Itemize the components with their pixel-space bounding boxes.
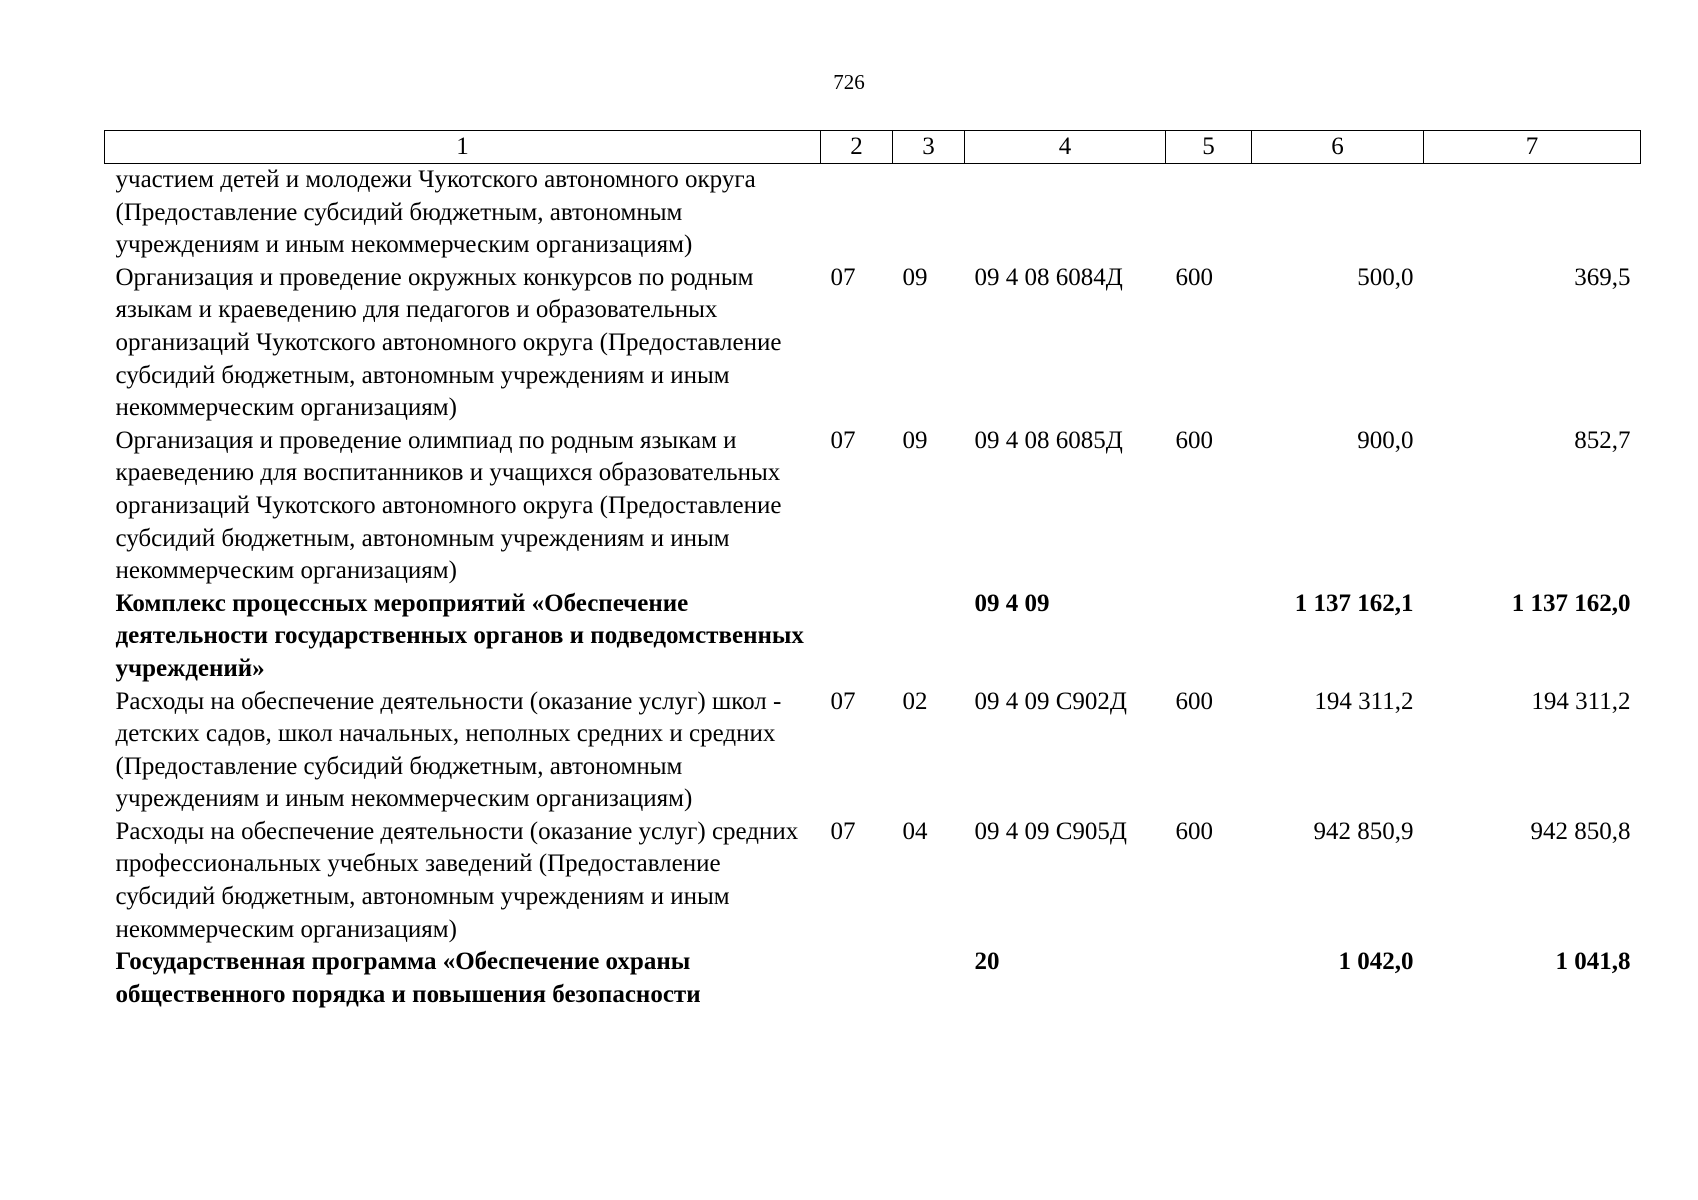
- cell-amount-executed: 852,7: [1574, 426, 1631, 454]
- cell-amount-executed: [1424, 164, 1641, 262]
- cell-section: 07: [830, 817, 856, 845]
- cell-name: Расходы на обеспечение деятельности (оказание услуг) средних профессиональных учебных заведений (Предоставление субсидий бюджетным, автономным учреждениям и иным некоммерческим организациям): [115, 817, 799, 943]
- cell-section: [821, 946, 893, 1011]
- cell-target-article: 09 4 08 6084Д: [974, 263, 1123, 291]
- table-body: [105, 164, 1641, 1012]
- cell-subsection: [893, 164, 965, 262]
- cell-amount-executed: 194 311,2: [1531, 687, 1631, 715]
- cell-subsection: [893, 946, 965, 1011]
- cell-amount-planned: [1252, 164, 1424, 262]
- cell-name: Расходы на обеспечение деятельности (оказание услуг) школ - детских садов, школ начальных, неполных средних и средних (Предоставление субсидий бюджетным, автономным учреждениям и иным некоммерческим организациям): [115, 687, 782, 813]
- table-header: [105, 131, 1641, 164]
- table-row: [105, 816, 1641, 946]
- cell-expense-type: [1166, 946, 1252, 1011]
- cell-section: [821, 588, 893, 686]
- cell-expense-type: 600: [1175, 817, 1213, 845]
- cell-subsection: 02: [902, 687, 928, 715]
- cell-name: участием детей и молодежи Чукотского автономного округа (Предоставление субсидий бюджетным, автономным учреждениям и иным некоммерческим организациям): [115, 166, 756, 259]
- cell-target-article: 09 4 09: [974, 589, 1050, 617]
- cell-amount-executed: 942 850,8: [1530, 817, 1631, 845]
- cell-amount-executed: 1 137 162,0: [1511, 589, 1631, 617]
- cell-section: [821, 164, 893, 262]
- table-row: [105, 946, 1641, 1011]
- cell-expense-type: [1166, 588, 1252, 686]
- cell-target-article: 09 4 09 С902Д: [974, 687, 1127, 715]
- header-col-5: 5: [1166, 131, 1252, 164]
- header-col-1: 1: [105, 131, 821, 164]
- budget-table: [104, 130, 1641, 1011]
- cell-expense-type: 600: [1175, 687, 1213, 715]
- header-col-6: 6: [1252, 131, 1424, 164]
- header-col-3: 3: [893, 131, 965, 164]
- cell-name: Государственная программа «Обеспечение охраны общественного порядка и повышения безопасности: [115, 948, 701, 1008]
- cell-amount-executed: 1 041,8: [1555, 948, 1631, 976]
- cell-section: 07: [830, 426, 856, 454]
- cell-section: 07: [830, 263, 856, 291]
- table-row: [105, 262, 1641, 425]
- header-row: [105, 131, 1641, 164]
- cell-subsection: [893, 588, 965, 686]
- cell-amount-planned: 1 137 162,1: [1294, 589, 1414, 617]
- cell-amount-planned: 500,0: [1357, 263, 1414, 291]
- table-row: [105, 425, 1641, 588]
- cell-target-article: 09 4 09 С905Д: [974, 817, 1127, 845]
- cell-target-article: [965, 164, 1166, 262]
- cell-amount-planned: 942 850,9: [1313, 817, 1414, 845]
- cell-amount-planned: 1 042,0: [1338, 948, 1414, 976]
- cell-amount-planned: 194 311,2: [1314, 687, 1414, 715]
- cell-target-article: 20: [974, 948, 1000, 976]
- cell-amount-executed: 369,5: [1574, 263, 1631, 291]
- cell-amount-planned: 900,0: [1357, 426, 1414, 454]
- table-row: [105, 686, 1641, 816]
- header-col-7: 7: [1424, 131, 1641, 164]
- cell-expense-type: 600: [1175, 426, 1213, 454]
- cell-target-article: 09 4 08 6085Д: [974, 426, 1123, 454]
- cell-name: Комплекс процессных мероприятий «Обеспечение деятельности государственных органов и подведомственных учреждений»: [115, 589, 804, 682]
- table-row: [105, 164, 1641, 262]
- cell-subsection: 09: [902, 426, 928, 454]
- cell-expense-type: 600: [1175, 263, 1213, 291]
- cell-subsection: 09: [902, 263, 928, 291]
- header-col-2: 2: [821, 131, 893, 164]
- cell-name: Организация и проведение окружных конкурсов по родным языкам и краеведению для педагогов и образовательных организаций Чукотского автономного округа (Предоставление субсидий бюджетным, автономным учреждениям и иным некоммерческим организациям): [115, 263, 782, 422]
- cell-section: 07: [830, 687, 856, 715]
- cell-name: Организация и проведение олимпиад по родным языкам и краеведению для воспитанников и учащихся образовательных организаций Чукотского автономного округа (Предоставление субсидий бюджетным, автономным учреждениям и иным некоммерческим организациям): [115, 426, 782, 585]
- cell-expense-type: [1166, 164, 1252, 262]
- table-row: [105, 588, 1641, 686]
- page-number: 726: [833, 70, 865, 94]
- header-col-4: 4: [965, 131, 1166, 164]
- cell-subsection: 04: [902, 817, 928, 845]
